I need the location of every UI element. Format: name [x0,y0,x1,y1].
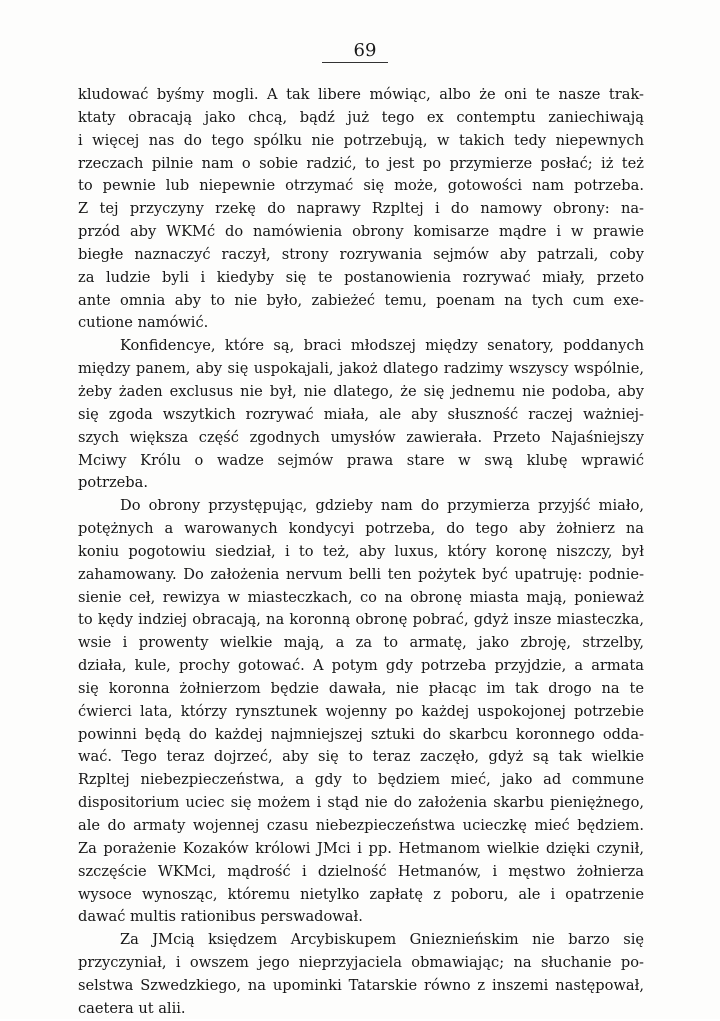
text-line: selstwa Szwedzkiego, na upominki Tatarskie równo z inszemi następował, [78,976,644,994]
page-number: 69 [353,40,377,61]
text-line: Do obrony przystępując, gdzieby nam do przymierza przyjść miało, [120,497,644,515]
text-line: to pewnie lub niepewnie otrzymać się może, gotowości nam potrzeba. [78,177,644,195]
text-line: szczęście WKMci, mądrość i dzielność Hetmanów, i męstwo żołnierza [78,862,644,880]
text-line: i więcej nas do tego spólku nie potrzebują, w takich tedy niepewnych [78,131,644,149]
text-line: Mciwy Królu o wadze sejmów prawa stare w swą klubę wprawić [78,451,644,469]
text-line: przyczyniał, i owszem jego nieprzyjaciela obmawiając; na słuchanie po- [78,954,644,972]
text-line: cutione namówić. [78,314,209,332]
text-line: caetera ut alii. [78,999,186,1017]
text-line: między panem, aby się uspokajali, jakoż dlatego radzimy wszyscy wspólnie, [78,360,644,378]
text-line: wsie i prowenty wielkie mają, a za to armatę, jako zbroję, strzelby, [78,634,644,652]
page-number-rule [322,62,388,63]
text-line: zahamowany. Do założenia nervum belli ten pożytek być upatruję: podnie- [78,565,644,583]
text-line: Za JMcią księdzem Arcybiskupem Gnieznieńskim nie barzo się [120,931,644,949]
text-line: ktaty obracają jako chcą, bądź już tego ex contemptu zaniechiwają [78,108,644,126]
text-line: przód aby WKMć do namówienia obrony komisarze mądre i w prawie [78,223,644,241]
body-text [78,84,644,1021]
text-line: Z tej przyczyny rzekę do naprawy Rzpltej i do namowy obrony: na- [78,200,644,218]
text-line: koniu pogotowiu siedział, i to też, aby luxus, który koronę niszczy, był [78,542,644,560]
text-line: za ludzie byli i kiedyby się te postanowienia rozrywać miały, przeto [78,268,644,286]
text-line: kludować byśmy mogli. A tak libere mówiąc, albo że oni te nasze trak- [78,86,644,103]
text-line: ćwierci lata, którzy rynsztunek wojenny po każdej uspokojonej potrzebie [78,702,644,720]
text-line: Konfidencye, które są, braci młodszej między senatory, poddanych [120,337,644,355]
text-line: ante omnia aby to nie było, zabieżeć temu, poenam na tych cum exe- [78,291,644,309]
text-line: się zgoda wszytkich rozrywać miała, ale aby słuszność raczej ważniej- [78,405,644,423]
text-line: Rzpltej niebezpieczeństwa, a gdy to będziem mieć, jako ad commune [78,771,644,789]
text-line: działa, kule, prochy gotować. A potym gdy potrzeba przyjdzie, a armata [78,657,644,675]
text-line: to kędy indziej obracają, na koronną obronę pobrać, gdyż insze miasteczka, [78,611,644,629]
text-line: rzeczach pilnie nam o sobie radzić, to jest po przymierze posłać; iż też [78,154,644,172]
text-line: szych większa część zgodnych umysłów zawierała. Przeto Najaśniejszy [78,428,644,446]
text-line: potrzeba. [78,474,148,492]
text-line: potężnych a warowanych kondycyi potrzeba, do tego aby żołnierz na [78,520,644,538]
text-line: biegłe naznaczyć raczył, strony rozrywania sejmów aby patrzali, coby [78,245,644,263]
text-line: się koronna żołnierzom będzie dawała, nie płacąc im tak drogo na te [78,679,644,697]
text-line: żeby żaden exclusus nie był, nie dlatego, że się jednemu nie podoba, aby [78,382,644,400]
text-line: dispositorium uciec się możem i stąd nie do założenia skarbu pieniężnego, [78,794,644,812]
text-line: powinni będą do każdej najmniejszej sztuki do skarbcu koronnego odda- [78,725,644,743]
text-line: wać. Tego teraz dojrzeć, aby się to teraz zaczęło, gdyż są tak wielkie [78,748,644,766]
text-line: ale do armaty wojennej czasu niebezpieczeństwa ucieczkę mieć będziem. [78,817,644,834]
text-line: Za porażenie Kozaków królowi JMci i pp. Hetmanom wielkie dzięki czynił, [78,839,644,857]
text-line: sienie ceł, rewizya w miasteczkach, co na obronę miasta mają, ponieważ [78,588,644,606]
text-line: wysoce wynosząc, któremu nietylko zapłatę z poboru, ale i opatrzenie [78,885,644,903]
text-line: dawać multis rationibus perswadował. [78,908,363,926]
